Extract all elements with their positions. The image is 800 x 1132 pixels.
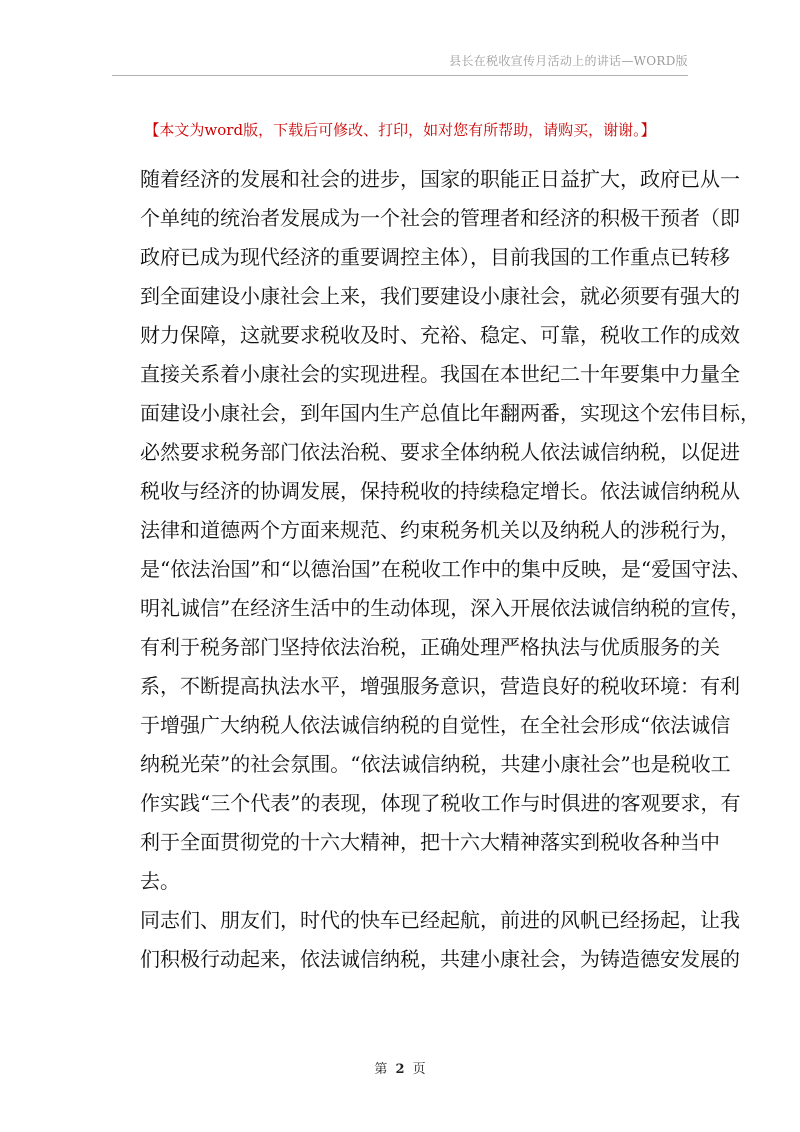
text-line: 利于全面贯彻党的十六大精神，把十六大精神落实到税收各种当中 [140,830,720,854]
text-line: 到全面建设小康社会上来，我们要建设小康社会，就必须要有强大的 [140,284,740,308]
text-line: 作实践“三个代表”的表现，体现了税收工作与时俱进的客观要求，有 [140,791,741,815]
running-header: 县长在税收宣传月活动上的讲话—WORD版 [449,54,688,68]
page-number: 2 [395,1062,405,1077]
text-line: 们积极行动起来，依法诚信纳税，共建小康社会，为铸造德安发展的 [140,947,740,971]
text-line: 必然要求税务部门依法治税、要求全体纳税人依法诚信纳税，以促进 [140,440,740,464]
body-text [140,160,760,979]
text-line: 面建设小康社会，到年国内生产总值比年翻两番，实现这个宏伟目标， [140,401,760,425]
paragraph-2 [140,901,740,979]
text-line: 有利于税务部门坚持依法治税，正确处理严格执法与优质服务的关 [140,635,720,659]
text-line: 系，不断提高执法水平，增强服务意识，营造良好的税收环境：有利 [140,674,740,698]
text-line: 财力保障，这就要求税收及时、充裕、稳定、可靠，税收工作的成效 [140,323,740,347]
page-suffix: 页 [412,1062,426,1077]
page-prefix: 第 [374,1062,388,1077]
text-line: 法律和道德两个方面来规范、约束税务机关以及纳税人的涉税行为， [140,518,740,542]
header-divider [112,75,688,76]
text-line: 政府已成为现代经济的重要调控主体），目前我国的工作重点已转移 [140,245,730,269]
text-line: 同志们、朋友们，时代的快车已经起航，前进的风帆已经扬起，让我 [140,908,740,932]
text-line: 纳税光荣”的社会氛围。“依法诚信纳税，共建小康社会”也是税收工 [140,752,731,776]
page-footer [0,1058,800,1077]
text-line: 随着经济的发展和社会的进步，国家的职能正日益扩大，政府已从一 [140,167,740,191]
text-line: 个单纯的统治者发展成为一个社会的管理者和经济的积极干预者（即 [140,206,740,230]
text-line: 直接关系着小康社会的实现进程。我国在本世纪二十年要集中力量全 [140,362,740,386]
paragraph-1 [140,160,760,901]
text-line: 于增强广大纳税人依法诚信纳税的自觉性，在全社会形成“依法诚信 [140,713,731,737]
word-version-notice: 【本文为word版，下载后可修改、打印，如对您有所帮助，请购买，谢谢。】 [144,121,656,139]
text-line: 是“依法治国”和“以德治国”在税收工作中的集中反映，是“爱国守法、 [140,557,752,581]
text-line: 去。 [140,869,180,893]
text-line: 税收与经济的协调发展，保持税收的持续稳定增长。依法诚信纳税从 [140,479,740,503]
text-line: 明礼诚信”在经济生活中的生动体现，深入开展依法诚信纳税的宣传， [140,596,751,620]
